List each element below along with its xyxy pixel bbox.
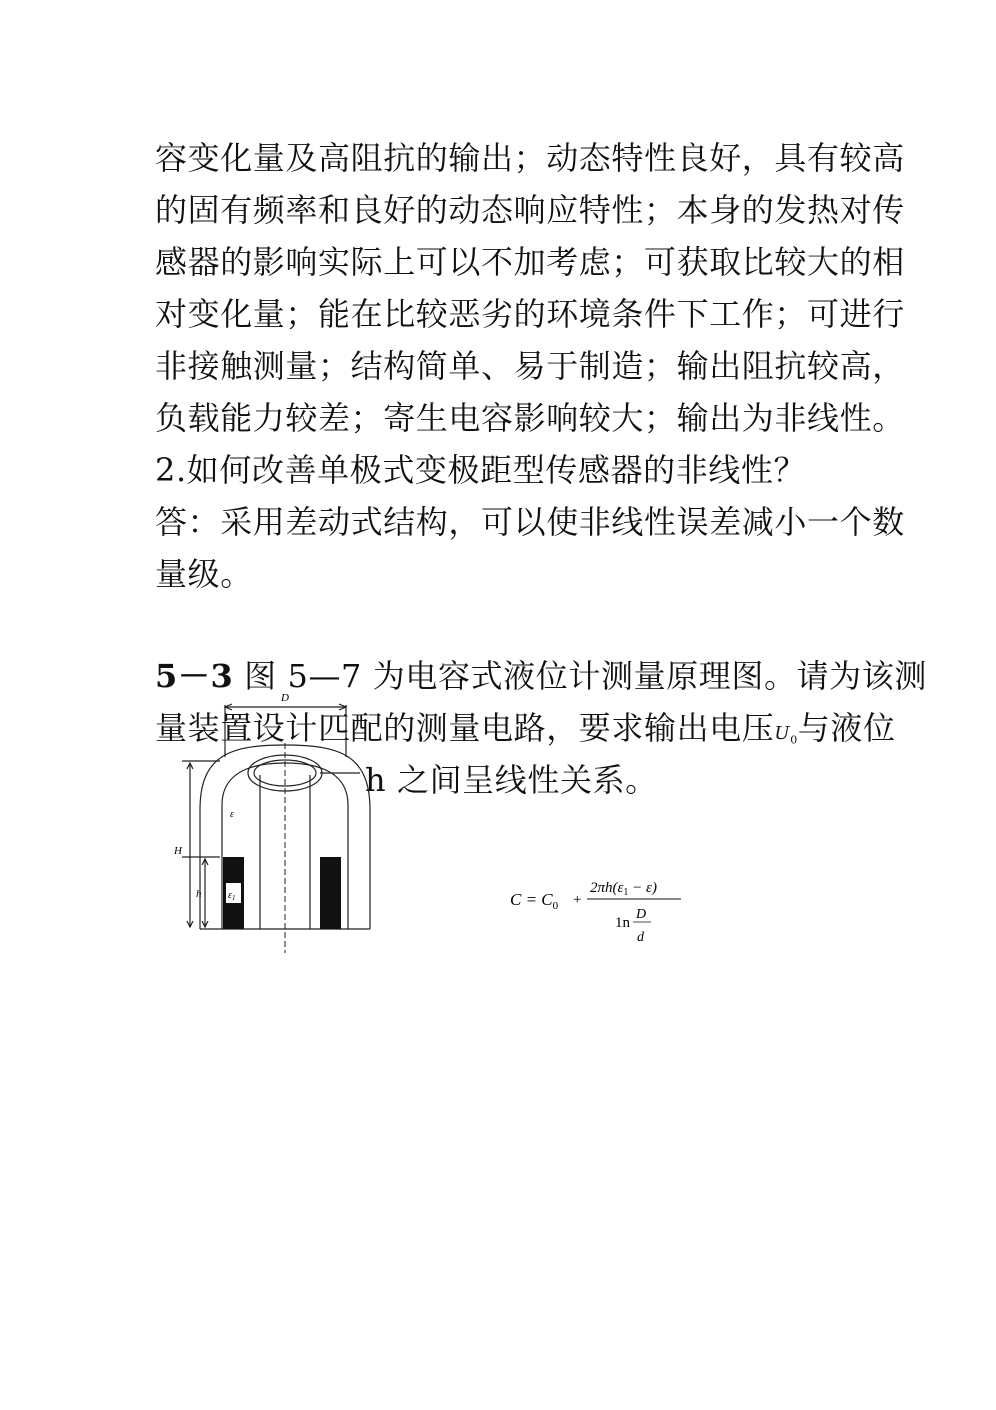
paragraph-line: 非接触测量；结构简单、易于制造；输出阻抗较高，: [155, 347, 905, 385]
problem-text: 与液位: [797, 709, 896, 747]
answer-line: 量级。: [155, 555, 253, 593]
formula-D: D: [636, 907, 647, 922]
label-H: H: [174, 845, 182, 857]
problem-number: 5－3: [155, 657, 234, 695]
voltage-symbol: $U_0$: [774, 723, 798, 747]
formula-lhs: $C = C_0$: [510, 890, 559, 912]
paragraph-line: 感器的影响实际上可以不加考虑；可获取比较大的相: [155, 243, 905, 281]
formula-ln: 1n: [615, 915, 630, 931]
problem-text: 量装置设计匹配的测量电路，要求输出电压: [155, 709, 775, 747]
paragraph-line: 的固有频率和良好的动态响应特性；本身的发热对传: [155, 191, 905, 229]
label-epsilon: ε: [230, 809, 234, 820]
capacitance-formula: [505, 868, 695, 956]
label-epsilon-1: $\varepsilon_1$: [228, 890, 236, 902]
label-h: h: [196, 888, 202, 900]
paragraph-line: 负载能力较差；寄生电容影响较大；输出为非线性。: [155, 399, 905, 437]
paragraph-line: 容变化量及高阻抗的输出；动态特性良好，具有较高: [155, 139, 905, 177]
level-gauge-figure: [160, 685, 380, 965]
formula-d: d: [637, 930, 644, 945]
question-2: 2.如何改善单极式变极距型传感器的非线性？: [155, 451, 807, 489]
label-D: D: [281, 692, 289, 704]
answer-line: 答：采用差动式结构，可以使非线性误差减小一个数: [155, 503, 905, 541]
paragraph-line: 对变化量；能在比较恶劣的环境条件下工作；可进行: [155, 295, 905, 333]
formula-numerator: $2\pi h(\varepsilon_1 - \varepsilon)$: [590, 880, 657, 898]
problem-text: 图 5—7 为电容式液位计测量原理图。请为该测: [233, 657, 927, 695]
formula-plus: +: [573, 892, 582, 908]
problem-5-3-line-3: h 之间呈线性关系。: [365, 761, 658, 799]
